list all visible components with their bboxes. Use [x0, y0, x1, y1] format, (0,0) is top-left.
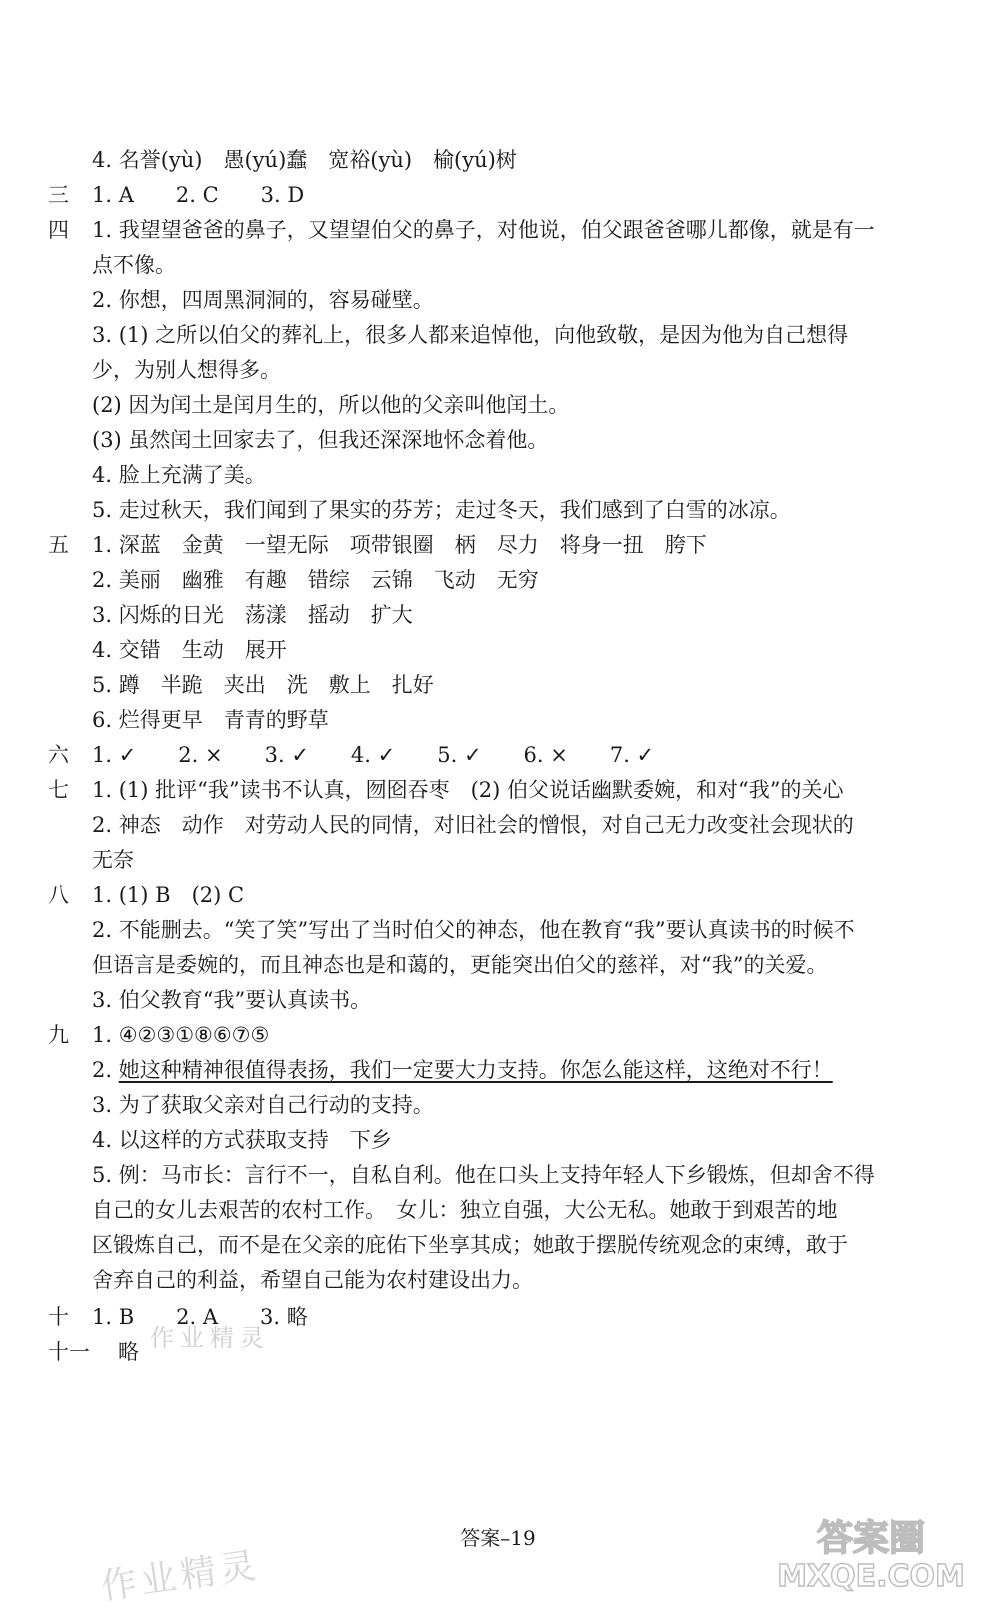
answer-line: 2. 你想，四周黑洞洞的，容易碰壁。 [92, 288, 434, 312]
answer-line: 5. 走过秋天，我们闻到了果实的芬芳；走过冬天，我们感到了白雪的冰凉。 [92, 498, 791, 522]
answer-line: 少，为别人想得多。 [92, 358, 281, 382]
answer-line: 3. 为了获取父亲对自己行动的支持。 [92, 1093, 434, 1117]
answer-line: 1. 我望望爸爸的鼻子，又望望伯父的鼻子，对他说，伯父跟爸爸哪儿都像，就是有一 [92, 218, 875, 242]
answer-line: 3. 伯父教育“我”要认真读书。 [92, 988, 372, 1012]
site-logo [766, 1510, 976, 1592]
answer-line: 区锻炼自己，而不是在父亲的庇佑下坐享其成；她敢于摆脱传统观念的束缚，敢于 [92, 1233, 848, 1257]
answer-line: 6. 烂得更早 青青的野草 [92, 708, 329, 732]
answer-line: 4. 脸上充满了美。 [92, 463, 266, 487]
watermark-text: 作业精灵 [98, 1545, 263, 1608]
answer-line: 3. (1) 之所以伯父的葬礼上，很多人都来追悼他，向他致敬，是因为他为自己想得 [92, 323, 849, 347]
answer-line: 4. 交错 生动 展开 [92, 638, 287, 662]
answer-line: 无奈 [92, 848, 134, 872]
answer-line: (3) 虽然闰土回家去了，但我还深深地怀念着他。 [92, 428, 549, 452]
answer-line: 1. ✓ 2. × 3. ✓ 4. ✓ 5. ✓ 6. × 7. ✓ [92, 743, 655, 767]
answer-line: 3. 闪烁的日光 荡漾 摇动 扩大 [92, 603, 413, 627]
answer-line: 4. 名誉(yù) 愚(yú)蠢 宽裕(yù) 榆(yú)树 [92, 148, 517, 172]
answer-line: 1. (1) B (2) C [92, 883, 245, 907]
logo-url: MXQE.COM [777, 1559, 965, 1592]
answer-line: 1. 深蓝 金黄 一望无际 项带银圈 柄 尽力 将身一扭 胯下 [92, 533, 707, 557]
answer-line: 略 [118, 1340, 139, 1364]
section-number: 八 [48, 883, 69, 907]
answer-line: 但语言是委婉的，而且神态也是和蔼的，更能突出伯父的慈祥，对“我”的关爱。 [92, 953, 828, 977]
answer-line: 1. ④②③①⑧⑥⑦⑤ [92, 1023, 270, 1047]
answer-line: 自己的女儿去艰苦的农村工作。 女儿：独立自强，大公无私。她敢于到艰苦的地 [92, 1198, 838, 1222]
section-number: 十一 [48, 1340, 90, 1364]
item-number: 2. [92, 1058, 119, 1082]
section-number: 六 [48, 743, 69, 767]
section-number: 五 [48, 533, 69, 557]
underlined-answer: 她这种精神很值得表扬，我们一定要大力支持。你怎么能这样，这绝对不行！ [118, 1058, 833, 1082]
answer-line: 2. 美丽 幽雅 有趣 错综 云锦 飞动 无穷 [92, 568, 539, 592]
answer-line: 1. A 2. C 3. D [92, 183, 305, 207]
section-number: 九 [48, 1023, 69, 1047]
answer-line: 1. (1) 批评“我”读书不认真，囫囵吞枣 (2) 伯父说话幽默委婉，和对“我”的关心 [92, 778, 844, 802]
answer-line: 点不像。 [92, 253, 176, 277]
watermark-text: 作业精灵 [150, 1324, 270, 1352]
answer-line: 2. 不能删去。“笑了笑”写出了当时伯父的神态，他在教育“我”要认真读书的时候不 [92, 918, 855, 942]
answer-line: (2) 因为闰土是闰月生的，所以他的父亲叫他闰土。 [92, 393, 570, 417]
section-number: 十 [48, 1305, 69, 1329]
answer-line: 4. 以这样的方式获取支持 下乡 [92, 1128, 392, 1152]
answer-line: 2. 神态 动作 对劳动人民的同情，对旧社会的憎恨，对自己无力改变社会现状的 [92, 813, 854, 837]
section-number: 七 [48, 778, 69, 802]
page-number: 答案–19 [460, 1526, 536, 1550]
answer-line: 5. 例：马市长：言行不一，自私自利。他在口头上支持年轻人下乡锻炼，但却舍不得 [92, 1163, 875, 1187]
answer-line [92, 1056, 833, 1084]
section-number: 四 [48, 218, 69, 242]
section-number: 三 [48, 183, 69, 207]
answer-line: 5. 蹲 半跪 夹出 洗 敷上 扎好 [92, 673, 434, 697]
answer-line: 舍弃自己的利益，希望自己能为农村建设出力。 [92, 1268, 533, 1292]
answer-line: 1. B 2. A 3. 略 [92, 1305, 308, 1329]
logo-title: 答案圈 [816, 1518, 926, 1559]
